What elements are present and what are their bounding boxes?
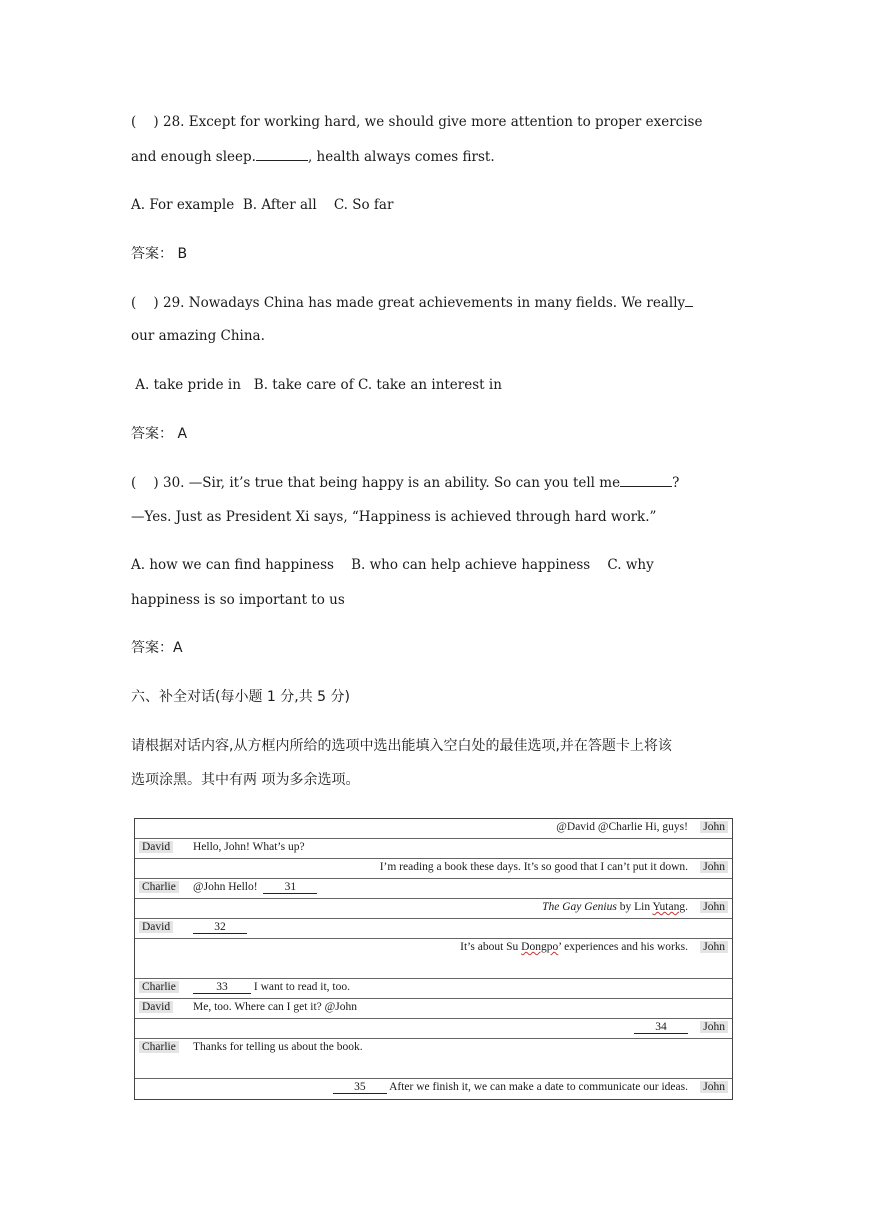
dialogue-row [135, 999, 732, 1019]
dialogue-row [135, 839, 732, 859]
speaker-label: John [700, 941, 728, 953]
speaker-label: Charlie [139, 881, 179, 893]
book-title: The Gay Genius [542, 901, 617, 913]
dialogue-text: Me, too. Where can I get it? @John [193, 1001, 357, 1013]
dialogue-text [333, 1081, 688, 1094]
q30-options-cont: happiness is so important to us [131, 592, 345, 608]
person-name: Dongpo [521, 941, 559, 953]
dialogue-row [135, 1039, 732, 1079]
blank-number: 33 [193, 981, 251, 994]
speaker-label: Charlie [139, 981, 179, 993]
dialogue-text [542, 901, 688, 913]
dialogue-row [135, 899, 732, 919]
dialogue-row [135, 879, 732, 899]
answer-blank [256, 147, 308, 161]
speaker-label: John [700, 1081, 728, 1093]
dialogue-text: I’m reading a book these days. It’s so good that I can’t put it down. [379, 861, 688, 873]
speaker-label: John [700, 861, 728, 873]
author-name: Yutang [652, 901, 686, 913]
dialogue-row [135, 919, 732, 939]
dialogue-row [135, 859, 732, 879]
dialogue-text-part: It’s about Su [460, 941, 522, 953]
dialogue-text [634, 1021, 688, 1034]
dialogue-text: @David @Charlie Hi, guys! [556, 821, 688, 833]
q29-options: A. take pride in B. take care of C. take an interest in [131, 377, 502, 393]
speaker-label: John [700, 821, 728, 833]
section-title: 六、补全对话(每小题 1 分,共 5 分) [131, 689, 350, 705]
q30-line2: —Yes. Just as President Xi says, “Happiness is achieved through hard work.” [131, 509, 657, 525]
dialogue-text [193, 981, 350, 994]
dialogue-box [134, 818, 733, 1100]
speaker-label: John [700, 1021, 728, 1033]
speaker-label: John [700, 901, 728, 913]
q28-line2-end: , health always comes first. [307, 149, 495, 165]
speaker-label: David [139, 841, 173, 853]
q30-line1 [131, 473, 679, 492]
q28-line2 [131, 147, 495, 166]
dialogue-text-part: by Lin [616, 901, 653, 913]
speaker-label: David [139, 1001, 173, 1013]
q29-line2: our amazing China. [131, 328, 265, 344]
dialogue-row [135, 1019, 732, 1039]
dialogue-text: Hello, John! What’s up? [193, 841, 305, 853]
dialogue-text-part: After we finish it, we can make a date to communicate our ideas. [386, 1081, 688, 1093]
section-instruction: 请根据对话内容,从方框内所给的选项中选出能填入空白处的最佳选项,并在答题卡上将该 [131, 738, 672, 754]
dialogue-row [135, 819, 732, 839]
dialogue-row [135, 1079, 732, 1099]
q29-line1 [131, 293, 693, 312]
q30-answer: 答案：A [131, 640, 183, 656]
q29-answer: 答案： A [131, 426, 188, 442]
dialogue-text-part: @John Hello! [193, 881, 258, 893]
blank-number: 34 [634, 1021, 688, 1034]
answer-blank [620, 473, 672, 487]
dialogue-row [135, 979, 732, 999]
q30-line1-end: ? [672, 475, 680, 491]
dialogue-text [193, 881, 317, 894]
dialogue-text: Thanks for telling us about the book. [193, 1041, 363, 1053]
dialogue-row [135, 939, 732, 979]
section-instruction-cont: 选项涂黑。其中有两 项为多余选项。 [131, 772, 360, 788]
speaker-label: Charlie [139, 1041, 179, 1053]
speaker-label: David [139, 921, 173, 933]
blank-number: 35 [333, 1081, 387, 1094]
answer-blank [685, 293, 693, 307]
dialogue-text [193, 921, 247, 934]
q30-options: A. how we can find happiness B. who can help achieve happiness C. why [131, 557, 654, 573]
q28-line2-start: and enough sleep. [131, 149, 256, 165]
dialogue-text-part: I want to read it, too. [251, 981, 351, 993]
blank-number: 31 [263, 881, 317, 894]
q30-line1-text: ( ) 30. —Sir, it’s true that being happy is an ability. So can you tell me [131, 475, 621, 491]
dialogue-text-part: ’ experiences and his works. [558, 941, 688, 953]
q28-line1: ( ) 28. Except for working hard, we should give more attention to proper exercise [131, 114, 703, 130]
q28-options: A. For example B. After all C. So far [131, 197, 394, 213]
q29-line1-text: ( ) 29. Nowadays China has made great achievements in many fields. We really [131, 295, 686, 311]
dialogue-text [460, 941, 688, 953]
blank-number: 32 [193, 921, 247, 934]
dialogue-text-part: . [685, 901, 688, 913]
q28-answer: 答案： B [131, 246, 188, 262]
